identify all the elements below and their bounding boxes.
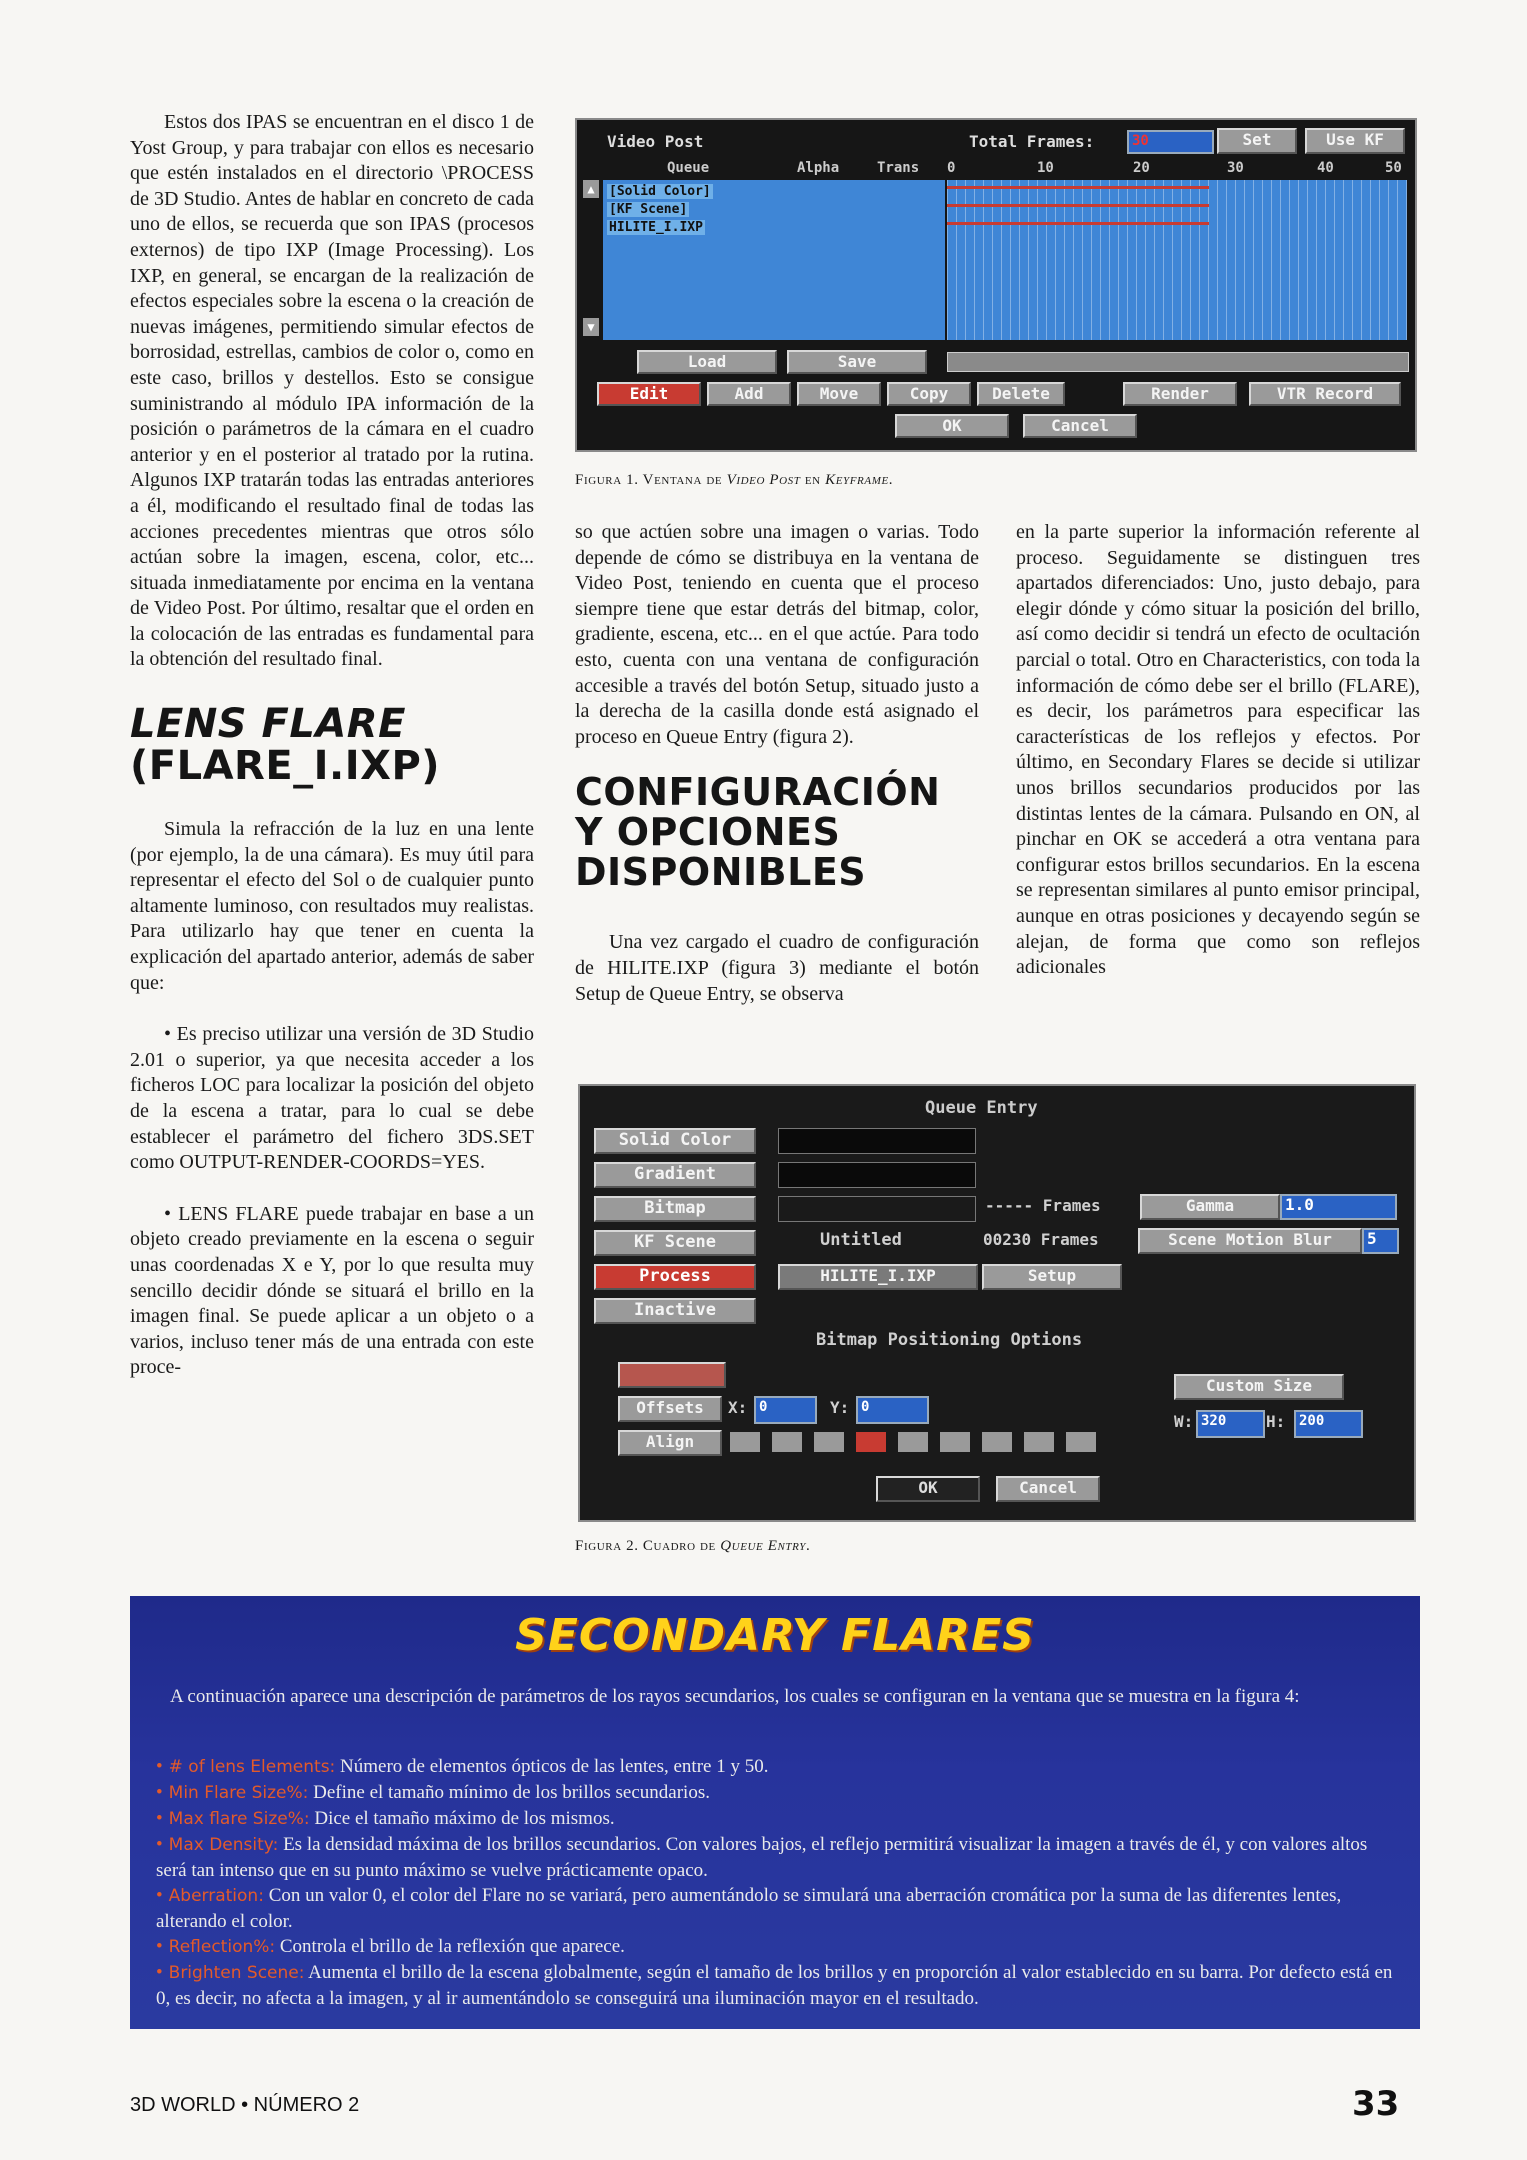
track-bar — [947, 204, 1209, 207]
queue-item[interactable]: [Solid Color] — [609, 184, 711, 199]
set-button[interactable]: Set — [1217, 128, 1297, 154]
total-frames-field[interactable]: 30 — [1127, 130, 1214, 154]
lens-flare-paragraph: Simula la refracción de la luz en una lente (por ejemplo, la de una cámara). Es muy útil para representar el efecto del Sol o de cualquier punto altamente luminoso, con resultados muy realistas. Para utilizarlo hay que tener en cuenta la explicación del apartado anterior, además de saber que: — [130, 818, 534, 994]
ok-button[interactable]: OK — [876, 1476, 980, 1502]
process-button[interactable]: Process — [594, 1264, 756, 1290]
render-button[interactable]: Render — [1123, 382, 1237, 406]
delete-button[interactable]: Delete — [977, 382, 1065, 406]
align-option[interactable] — [982, 1432, 1012, 1452]
align-option[interactable] — [898, 1432, 928, 1452]
figure-2-caption: Figura 2. Cuadro de Queue Entry. — [575, 1538, 811, 1554]
blur-field[interactable]: 5 — [1362, 1228, 1399, 1254]
scroll-down-arrow-icon[interactable]: ▼ — [583, 318, 599, 336]
scroll-up-arrow-icon[interactable]: ▲ — [583, 180, 599, 198]
list-item: • Min Flare Size%: Define el tamaño mínimo de los brillos secundarios. — [156, 1782, 710, 1803]
config-paragraph: Una vez cargado el cuadro de configuración de HILITE.IXP (figura 3) mediante el botón Setup de Queue Entry, se observa — [575, 931, 979, 1005]
h-field[interactable]: 200 — [1294, 1410, 1363, 1438]
gamma-field[interactable]: 1.0 — [1280, 1194, 1397, 1220]
scene-motion-blur-button[interactable]: Scene Motion Blur — [1138, 1228, 1362, 1254]
align-option[interactable] — [856, 1432, 886, 1452]
use-kf-button[interactable]: Use KF — [1305, 128, 1405, 154]
w-field[interactable]: 320 — [1196, 1410, 1265, 1438]
queue-entry-title: Queue Entry — [925, 1098, 1038, 1118]
w-label: W: — [1174, 1412, 1194, 1431]
tick-label: 50 — [1385, 160, 1402, 176]
tick-label: 40 — [1317, 160, 1334, 176]
align-option[interactable] — [1024, 1432, 1054, 1452]
track-bar — [947, 186, 1209, 189]
list-item: • Reflection%: Controla el brillo de la reflexión que aparece. — [156, 1936, 625, 1957]
video-post-title: Video Post — [607, 132, 704, 151]
characteristics-paragraph: en la parte superior la información referente al proceso. Seguidamente se distinguen tres apartados diferenciados: Uno, justo debajo, para elegir dónde y cómo situar la posición del brillo, así como decidir si tendrá un efecto de ocultación parcial o total. Otro en Characteristics, con toda la información de cómo debe ser el brillo (FLARE), es decir, los parámetros para especificar las características de los reflejos y efectos. Por último, en Secondary Flares se decide si utilizar unos brillos secundarios producidos por las distintas lentes de la cámara. Pulsando en ON, al pinchar en OK se accederá a otra ventana para configurar estos brillos secundarios. En la escena se representan similares al punto emisor principal, aunque en otras posiciones y decayendo según se alejan, de forma que como son reflejos adicionales — [1016, 521, 1420, 979]
alpha-header: Alpha — [797, 160, 840, 176]
gamma-button[interactable]: Gamma — [1140, 1194, 1280, 1220]
custom-size-button[interactable]: Custom Size — [1174, 1374, 1344, 1400]
move-button[interactable]: Move — [797, 382, 881, 406]
column-2 — [575, 520, 979, 1007]
load-button[interactable]: Load — [637, 350, 777, 374]
bitmap-options-label: Bitmap Positioning Options — [816, 1330, 1083, 1350]
offsets-button[interactable]: Offsets — [618, 1396, 722, 1422]
total-frames-label: Total Frames: — [969, 132, 1095, 151]
parameter-list — [156, 1754, 1396, 2011]
list-item: • Brighten Scene: Aumenta el brillo de la escena globalmente, según el tamaño de los brillos y en proporción al valor establecido en su barra. Por defecto está en 0, es decir, no afecta a la imagen, y al ir aumentándolo se conseguirá una iluminación mayor en el resultado. — [156, 1962, 1393, 2009]
trans-header: Trans — [877, 160, 920, 176]
h-label: H: — [1266, 1412, 1286, 1431]
align-option[interactable] — [1066, 1432, 1096, 1452]
column-1 — [130, 110, 534, 1381]
bitmap-button[interactable]: Bitmap — [594, 1196, 756, 1222]
edit-button[interactable]: Edit — [597, 382, 701, 406]
sidebar-title: SECONDARY FLARES — [515, 1610, 1035, 1661]
list-item: • # of lens Elements: Número de elementos ópticos de las lentes, entre 1 y 50. — [156, 1756, 769, 1777]
bullet-version: • Es preciso utilizar una versión de 3D Studio 2.01 o superior, ya que necesita acceder a los ficheros LOC para localizar la posición del objeto de la escena a tratar, para lo cual se debe establecer el parámetro del fichero 3DS.SET como OUTPUT-RENDER-COORDS=YES. — [130, 1023, 534, 1174]
add-button[interactable]: Add — [707, 382, 791, 406]
tick-label: 10 — [1037, 160, 1054, 176]
solid-color-button[interactable]: Solid Color — [594, 1128, 756, 1154]
sidebar-intro: A continuación aparece una descripción de parámetros de los rayos secundarios, los cuales se configuran en la ventana que se muestra en la figura 4: — [170, 1686, 1300, 1707]
figure-1-caption: Figura 1. Ventana de Video Post en Keyframe. — [575, 472, 894, 488]
save-button[interactable]: Save — [787, 350, 927, 374]
ok-button[interactable]: OK — [895, 414, 1009, 438]
bullet-object: • LENS FLARE puede trabajar en base a un objeto creado previamente en la escena o seguir unas coordenadas X e Y, por lo que resulta muy sencillo decidir dónde se situará el brillo en la imagen final. Se puede aplicar a un objeto o a varios, incluso tener más de una entrada con este proce- — [130, 1202, 534, 1379]
horizontal-scrollbar[interactable] — [947, 352, 1409, 372]
align-option[interactable] — [772, 1432, 802, 1452]
gradient-button[interactable]: Gradient — [594, 1162, 756, 1188]
configuracion-heading: CONFIGURACIÓN Y OPCIONES DISPONIBLES — [575, 770, 941, 895]
process-paragraph: so que actúen sobre una imagen o varias. Todo depende de cómo se distribuya en la ventana de Video Post, teniendo en cuenta que el proceso siempre tiene que estar detrás del bitmap, color, gradiente, escena, etc... en el que actúe. Para todo esto, cuenta con una ventana de configuración accesible a través del botón Setup, situado justo a la derecha de la casilla donde está asignado el proceso en Queue Entry (figura 2). — [575, 521, 979, 748]
y-field[interactable]: 0 — [856, 1396, 929, 1424]
y-label: Y: — [830, 1398, 850, 1417]
setup-button[interactable]: Setup — [982, 1264, 1122, 1290]
intro-paragraph: Estos dos IPAS se encuentran en el disco 1 de Yost Group, y para trabajar con ellos es necesario que estén instalados en el directorio \PROCESS de 3D Studio. Antes de hablar en concreto de cada uno de ellos, se recuerda que son IPAS (procesos externos) de tipo IXP (Image Processing). Los IXP, en general, se encargan de la realización de efectos especiales sobre la escena o la creación de nuevas imágenes, permitiendo simular efectos de borrosidad, estrellas, cambios de color o, como en este caso, brillos y destellos. Esto se consigue suministrando al módulo IPA información de la posición o parámetros de la cámara en el cuadro anterior y en el posterior al tratado por la rutina. Algunos IXP tratarán todas las entradas anteriores a él, modificando el resultado final de todas las acciones precedentes mientras que otros sólo actúan sobre la imagen, escena, color, etc... situada inmediatamente por encima en la ventana de Video Post. Por último, resaltar que el orden en la colocación de las entradas es fundamental para la obtención del resultado final. — [130, 111, 534, 671]
copy-button[interactable]: Copy — [887, 382, 971, 406]
align-option[interactable] — [814, 1432, 844, 1452]
column-3 — [1016, 520, 1420, 981]
x-field[interactable]: 0 — [754, 1396, 817, 1424]
queue-header: Queue — [667, 160, 710, 176]
solid-color-swatch[interactable] — [778, 1128, 976, 1154]
page-number: 33 — [1352, 2084, 1400, 2124]
track-bar — [947, 222, 1209, 225]
bitmap-field[interactable] — [778, 1196, 976, 1222]
magazine-footer: 3D WORLD • NÚMERO 2 — [130, 2094, 360, 2116]
tick-label: 0 — [947, 160, 956, 176]
align-option[interactable] — [940, 1432, 970, 1452]
lens-flare-heading: LENS FLARE (FLARE_I.IXP) — [130, 701, 441, 790]
gradient-swatch[interactable] — [778, 1162, 976, 1188]
figure-2-queue-entry-screen — [578, 1084, 1416, 1522]
untitled-label: Untitled — [820, 1230, 902, 1250]
tick-label: 30 — [1227, 160, 1244, 176]
align-option[interactable] — [730, 1432, 760, 1452]
timeline-track[interactable] — [947, 180, 1407, 340]
list-item: • Max flare Size%: Dice el tamaño máximo de los mismos. — [156, 1808, 615, 1829]
queue-item[interactable]: [KF Scene] — [609, 202, 688, 217]
list-item: • Aberration: Con un valor 0, el color del Flare no se variará, pero aumentándolo se simulará una aberración cromática por la suma de las diferentes lentes, alterando el color. — [156, 1885, 1342, 1932]
frames-count-label: 00230 Frames — [983, 1230, 1099, 1249]
inactive-button[interactable]: Inactive — [594, 1298, 756, 1324]
x-label: X: — [728, 1398, 748, 1417]
frames-label: ----- Frames — [985, 1196, 1101, 1215]
align-button[interactable]: Align — [618, 1430, 722, 1456]
queue-list[interactable] — [603, 180, 945, 340]
figure-1-video-post-screen — [575, 118, 1417, 452]
process-file-field[interactable]: HILITE_I.IXP — [778, 1264, 978, 1290]
tick-label: 20 — [1133, 160, 1150, 176]
queue-item[interactable]: HILITE_I.IXP — [609, 220, 703, 235]
kf-scene-button[interactable]: KF Scene — [594, 1230, 756, 1256]
vtr-record-button[interactable]: VTR Record — [1249, 382, 1401, 406]
cancel-button[interactable]: Cancel — [996, 1476, 1100, 1502]
secondary-flares-box — [130, 1596, 1420, 2029]
list-item: • Max Density: Es la densidad máxima de los brillos secundarios. Con valores bajos, el reflejo permitirá visualizar la imagen a través de él, y con valores altos será tan intenso que en su punto máximo se vuelve prácticamente opaco. — [156, 1834, 1368, 1881]
cancel-button[interactable]: Cancel — [1023, 414, 1137, 438]
resize-button[interactable] — [618, 1362, 726, 1388]
